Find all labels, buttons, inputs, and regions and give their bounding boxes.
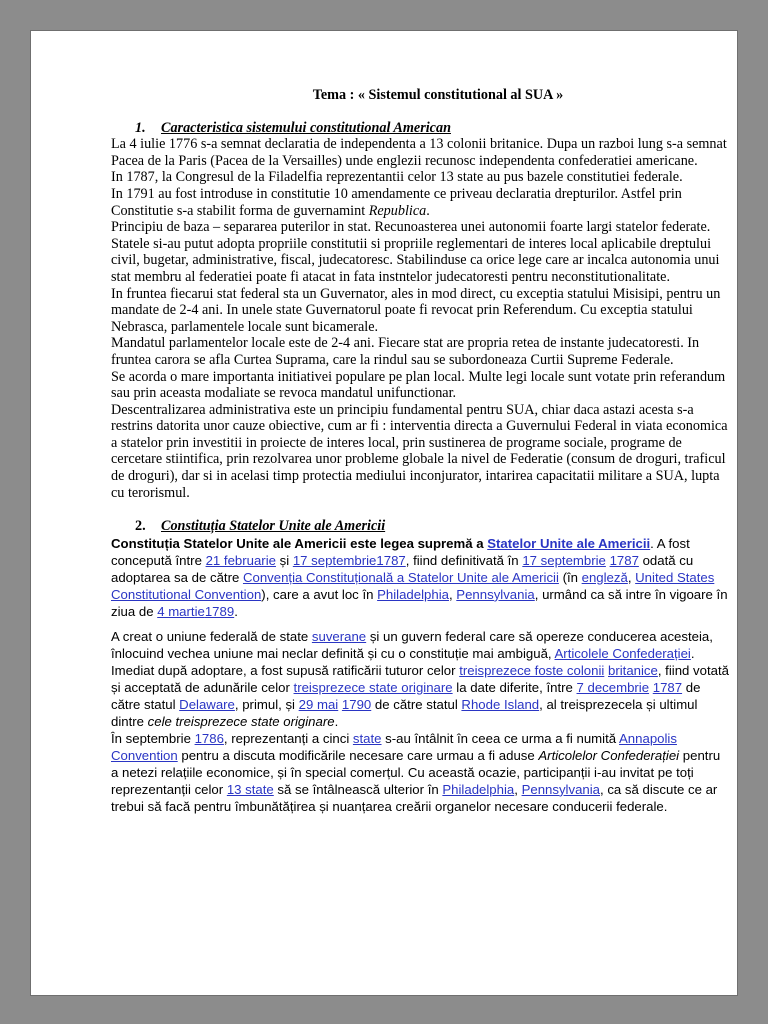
link-1787-3[interactable]: 1787 [652,679,683,695]
link-us-constitutional-convention[interactable]: United States Constitutional Convention [111,569,715,602]
paragraph-italic: Republica [368,202,427,219]
section-1-body [111,136,729,501]
link-engleza[interactable]: engleză [581,569,628,585]
link-state[interactable]: state [352,730,382,746]
paragraph: Descentralizarea administrativa este un principiu fundamental pentru SUA, chiar daca astazi acesta s-a restrins datorita unor cauze obiective, cum ar fi : interventia directa a Guvernului Federal in viata economica a statelor prin investitii in proiecte de interes local, prin sustinerea de programe sociale, programe de cercetare stiintifica, prin rezolvarea unor probleme globale la nivel de Federatie (consum de droguri, traficul de droguri), dar si in acelasi timp protectia mediului inconjurator, intarirea capacitatii militare a SUA, lupta cu terorismul. [111,401,728,501]
link-1787[interactable]: 1787 [376,552,406,568]
paragraph: Principiu de baza – separarea puterilor in stat. Recunoasterea unei autonomii foarte largi statelor federate. Statele si-au putut adopta propriile constitutii si propriile reglementari de interes local aplicabile dreptului civil, bugetar, administrative, fiscal, judecatoresc. Stabilinduse ca orice lege care ar incalca autonomia unui stat membru al federatiei poate fi atacat in fata instntelor judecatoresti pentru neconstitutionalitate. [111,219,720,285]
link-philadelphia-2[interactable]: Philadelphia [442,781,515,797]
link-1786[interactable]: 1786 [194,730,224,746]
link-7-decembrie[interactable]: 7 decembrie [576,679,650,695]
link-suverane[interactable]: suverane [311,628,367,644]
link-treisprezece-state-originare[interactable]: treisprezece state originare [293,679,453,695]
section-1-heading-text: Caracteristica sistemului constitutional American [161,119,451,136]
section-2-heading-text: Constituția Statelor Unite ale Americii [161,518,386,535]
paragraph: Imediat după adoptare, a fost supusă ratificării tuturor celor treisprezece foste colonii britanice, fiind votată și acceptată de adunările celor treisprezece state originare la date diferite, între 7 decembrie 1787 de către statul Delaware, primul, și 29 mai 1790 de către statul Rhode Island, al treisprezecela și ultimul dintre cele treisprezece state originare. [111,662,729,729]
section-1-number: 1. [135,119,146,136]
paragraph: Mandatul parlamentelor locale este de 2-4 ani. Fiecare stat are propria retea de instante judecatoresti. In fruntea carora se afla Curtea Suprama, care la rindul sau se subordoneaza Curtii Supreme Federale. [111,335,700,368]
section-2-number: 2. [135,518,146,535]
document-title: Tema : « Sistemul constitutional al SUA » [312,87,564,103]
paragraph: Constituția Statelor Unite ale Americii este legea supremă a Statelor Unite ale Americii. A fost concepută între 21 februarie și 17 septembrie1787, fiind definitivată în 17 septembrie 1787 odată cu adoptarea sa de către Convenția Constituțională a Statelor Unite ale Americii (în engleză, United States Constitutional Convention), care a avut loc în Philadelphia, Pennsylvania, urmând ca să intre în vigoare în ziua de 4 martie1789. [111,535,728,619]
link-13-state[interactable]: 13 state [226,781,274,797]
link-articolele-confederatiei[interactable]: Articolele Confederației [554,645,691,661]
link-rhode-island[interactable]: Rhode Island [461,696,540,712]
link-britanice[interactable]: britanice [608,662,658,678]
section-2-body [111,535,729,815]
link-delaware[interactable]: Delaware [179,696,235,712]
paragraph: Se acorda o mare importanta initiativei populare pe plan local. Multe legi locale sunt votate prin referandum sau prin aceasta modaliate se revoca mandatul unifunctionar. [111,368,726,402]
link-21-februarie[interactable]: 21 februarie [205,552,276,568]
link-treisprezece-foste-colonii[interactable]: treisprezece foste colonii [459,662,605,678]
link-statele-unite[interactable]: Statelor Unite ale Americii [487,535,651,551]
paragraph: A creat o uniune federală de state suverane și un guvern federal care să opereze conducerea acesteia, înlocuind vechea uniune mai neclar definită și cu o constituție mai ambiguă, Articolele Confederației. [111,628,713,661]
link-1787-2[interactable]: 1787 [609,552,639,568]
link-17-septembrie-2[interactable]: 17 septembrie [522,552,606,568]
link-1790[interactable]: 1790 [341,696,372,712]
link-29-mai[interactable]: 29 mai [298,696,339,712]
link-17-septembrie[interactable]: 17 septembrie [292,552,377,568]
link-pennsylvania-2[interactable]: Pennsylvania [521,781,601,797]
paragraph-text: In 1791 au fost introduse in constitutie 10 amendamente ce priveau declaratia drepturilor. Astfel prin Constitutie s-a stabilit forma de guvernamint [111,185,682,219]
section-1-heading [111,120,729,137]
lead-text: Constituția Statelor Unite ale Americii este legea supremă a [111,535,488,551]
document-content [111,87,729,815]
link-philadelphia[interactable]: Philadelphia [377,586,449,602]
paragraph: La 4 iulie 1776 s-a semnat declaratia de independenta a 13 colonii britanice. Dupa un razboi lung s-a semnat Pacea de la Paris (Pacea de la Versailles) unde englezii recunosc independenta confederatiei americane. [111,136,727,169]
paragraph: In fruntea fiecarui stat federal sta un Guvernator, ales in mod direct, cu exceptia statului Misisipi, pentru un mandate de 2-4 ani. In unele state Guvernatorul poate fi revocat prin Referendum. Cu exceptia statului Nebrasca, parlamentele locale sunt bicamerale. [111,285,721,335]
link-annapolis-convention[interactable]: Annapolis Convention [111,730,677,763]
section-2-heading [111,518,729,535]
link-1789[interactable]: 1789 [204,603,235,619]
link-conventia-constitutionala[interactable]: Convenția Constituțională a Statelor Unite ale Americii [242,569,559,585]
link-pennsylvania[interactable]: Pennsylvania [456,586,535,602]
paragraph: In 1787, la Congresul de la Filadelfia reprezentantii celor 13 state au pus bazele constitutiei federale. [111,169,683,186]
document-page [30,30,738,996]
paragraph: În septembrie 1786, reprezentanți a cinci state s-au întâlnit în ceea ce urma a fi numită Annapolis Convention pentru a discuta modificările necesare care urmau a fi aduse Articolelor Confederației pentru a netezi relațiile economice, și în special comerțul. Cu această ocazie, participanții i-au invitat pe toți reprezentanții celor 13 state să se întâlnească ulterior în Philadelphia, Pennsylvania, ca să discute ce ar trebui să facă pentru îmbunătățirea și nuanțarea creării organelor necesare conducerii federale. [111,730,721,814]
paragraph: In 1791 au fost introduse in constitutie 10 amendamente ce priveau declaratia drepturilor. Astfel prin Constitutie s-a stabilit forma de guvernamint Republica. [111,185,682,219]
link-4-martie[interactable]: 4 martie [157,603,205,619]
